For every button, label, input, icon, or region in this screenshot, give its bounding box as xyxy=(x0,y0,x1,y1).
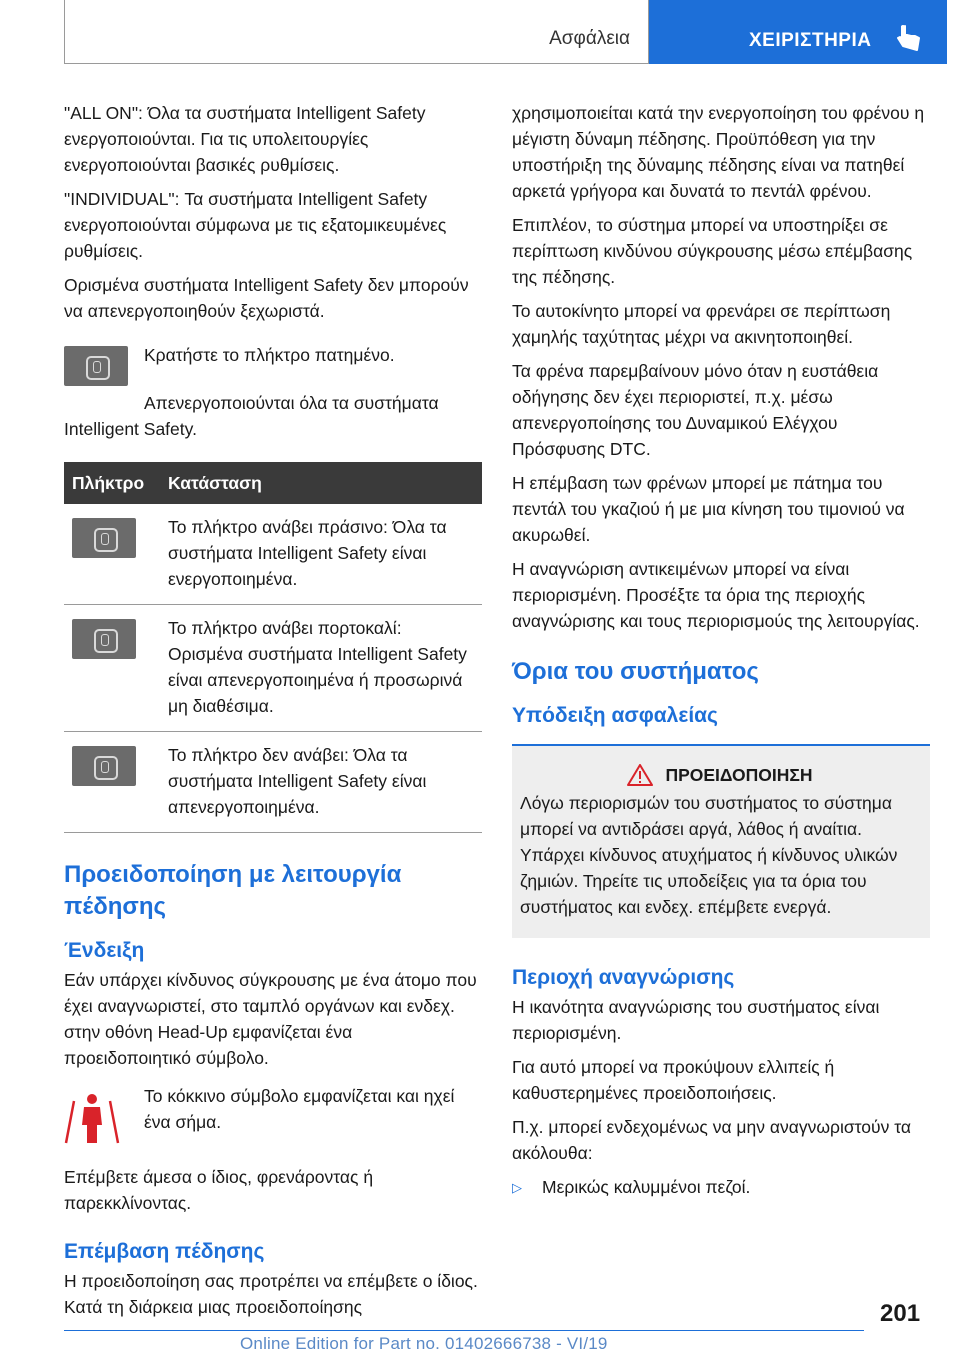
paragraph-range-3: Π.χ. μπορεί ενδεχομένως να μην αναγνωριστούν τα ακόλουθα: xyxy=(512,1117,912,1163)
table-row xyxy=(64,504,482,605)
heading-system-limits: Όρια του συστήματος xyxy=(512,658,759,685)
warning-symbol-row xyxy=(64,1083,482,1154)
warning-symbol-text: Το κόκκινο σύμβολο εμφανίζεται και ηχεί ένα σήμα. xyxy=(144,1086,455,1132)
paragraph-range-1: Η ικανότητα αναγνώρισης του συστήματος είναι περιορισμένη. xyxy=(512,997,880,1043)
hold-button-result: Απενεργοποιούνται όλα τα συστήματα Intelligent Safety. xyxy=(64,393,439,439)
warning-text: Λόγω περιορισμών του συστήματος το σύστημα μπορεί να αντιδράσει αργά, λάθος ή αναίτια. Υπάρχει κίνδυνος ατυχήματος ή κίνδυνος υλικών ζημιών. Τηρείτε τις υποδείξεις για τα όρια του συστήματος και ενδεχ. επέμβετε ενεργά. xyxy=(520,793,898,917)
hold-button-text: Κρατήστε το πλήκτρο πατημένο. xyxy=(144,345,395,365)
button-green-icon xyxy=(72,518,136,558)
list-item xyxy=(512,1174,930,1201)
table-row xyxy=(64,732,482,833)
paragraph-max-brake: χρησιμοποιείται κατά την ενεργοποίηση του φρένου η μέγιστη δύναμη πέδησης. Προϋπόθεση για την υποστήριξη της δύναμης πέδησης είναι να πατηθεί αρκετά γρήγορα και δυνατά το πεντάλ φρένου. xyxy=(512,103,925,201)
warning-triangle-icon xyxy=(627,764,653,786)
right-column xyxy=(512,100,930,1201)
paragraph-support: Επιπλέον, το σύστημα μπορεί να υποστηρίξει σε περίπτωση κινδύνου σύγκρουσης μέσω επέμβασης της πέδησης. xyxy=(512,215,913,287)
pointing-hand-icon xyxy=(897,24,923,52)
pedestrian-warning-icon xyxy=(64,1087,120,1147)
triangle-bullet-icon: ▷ xyxy=(512,1180,522,1195)
button-off-icon xyxy=(72,746,136,786)
hold-button-row xyxy=(64,342,482,386)
table-header-status: Κατάσταση xyxy=(160,462,482,504)
paragraph-all-on: "ALL ON": Όλα τα συστήματα Intelligent Safety ενεργοποιούνται. Για τις υπολειτουργίες ενεργοποιούνται βασικές ρυθμίσεις. xyxy=(64,103,426,175)
table-header-button: Πλήκτρο xyxy=(64,462,160,504)
paragraph-stability: Τα φρένα παρεμβαίνουν μόνο όταν η ευστάθεια οδήγησης δεν έχει περιοριστεί, π.χ. μέσω απενεργοποίησης του Δυναμικού Ελέγχου Πρόσφυσης DTC. xyxy=(512,361,879,459)
heading-brake: Επέμβαση πέδησης xyxy=(64,1240,265,1263)
chapter-tab-label: ΧΕΙΡΙΣΤΗΡΙΑ xyxy=(749,30,872,51)
paragraph-intervene: Επέμβετε άμεσα ο ίδιος, φρενάροντας ή παρεκκλίνοντας. xyxy=(64,1167,374,1213)
table-cell-status: Το πλήκτρο ανάβει πράσινο: Όλα τα συστήματα Intelligent Safety είναι ενεργοποιημένα. xyxy=(160,504,482,605)
footer-edition: Online Edition for Part no. 01402666738 - VI/19 xyxy=(240,1334,608,1353)
warning-title-text: ΠΡΟΕΙΔΟΠΟΙΗΣΗ xyxy=(665,765,813,785)
intelligent-safety-button-icon xyxy=(64,346,128,386)
table-cell-status: Το πλήκτρο ανάβει πορτοκαλί: Ορισμένα συστήματα Intelligent Safety είναι απενεργοποιημένα ή προσωρινά μη διαθέσιμα. xyxy=(160,605,482,732)
button-status-table xyxy=(64,462,482,833)
section-title: Ασφάλεια xyxy=(549,28,630,49)
paragraph-stop: Το αυτοκίνητο μπορεί να φρενάρει σε περίπτωση χαμηλής ταχύτητας μέχρι να ακινητοποιηθεί. xyxy=(512,301,891,347)
heading-safety-note: Υπόδειξη ασφαλείας xyxy=(512,704,718,727)
chapter-tab xyxy=(649,0,947,64)
paragraph-recognition: Η αναγνώριση αντικειμένων μπορεί να είναι περιορισμένη. Προσέξτε τα όρια της περιοχής αναγνώρισης και τους περιορισμούς της λειτουργίας. xyxy=(512,559,920,631)
table-cell-status: Το πλήκτρο δεν ανάβει: Όλα τα συστήματα Intelligent Safety είναι απενεργοποιημένα. xyxy=(160,732,482,833)
heading-recognition-range: Περιοχή αναγνώρισης xyxy=(512,966,735,989)
button-orange-icon xyxy=(72,619,136,659)
warning-box xyxy=(512,744,930,938)
paragraph-some-systems: Ορισμένα συστήματα Intelligent Safety δεν μπορούν να απενεργοποιηθούν ξεχωριστά. xyxy=(64,275,469,321)
list-item-text: Μερικώς καλυμμένοι πεζοί. xyxy=(542,1177,751,1197)
table-row xyxy=(64,605,482,732)
heading-indication: Ένδειξη xyxy=(64,939,145,962)
paragraph-indication: Εάν υπάρχει κίνδυνος σύγκρουσης με ένα άτομο που έχει αναγνωριστεί, στο ταμπλό οργάνων και ενδεχ. στην οθόνη Head-Up εμφανίζεται ένα προειδοποιητικό σύμβολο. xyxy=(64,970,477,1068)
paragraph-brake: Η προειδοποίηση σας προτρέπει να επέμβετε ο ίδιος. Κατά τη διάρκεια μιας προειδοποίησης xyxy=(64,1271,478,1317)
heading-warning-function: Προειδοποίηση με λειτουργία πέδησης xyxy=(64,861,402,920)
paragraph-individual: "INDIVIDUAL": Τα συστήματα Intelligent Safety ενεργοποιούνται σύμφωνα με τις εξατομικευμένες ρυθμίσεις. xyxy=(64,189,447,261)
paragraph-cancel: Η επέμβαση των φρένων μπορεί με πάτημα του πεντάλ του γκαζιού ή με μια κίνηση του τιμονιού να ακυρωθεί. xyxy=(512,473,905,545)
footer-divider xyxy=(64,1330,864,1331)
left-column xyxy=(64,100,482,1320)
page-number: 201 xyxy=(880,1300,921,1327)
paragraph-range-2: Για αυτό μπορεί να προκύψουν ελλιπείς ή καθυστερημένες προειδοποιήσεις. xyxy=(512,1057,835,1103)
warning-title xyxy=(520,762,920,788)
